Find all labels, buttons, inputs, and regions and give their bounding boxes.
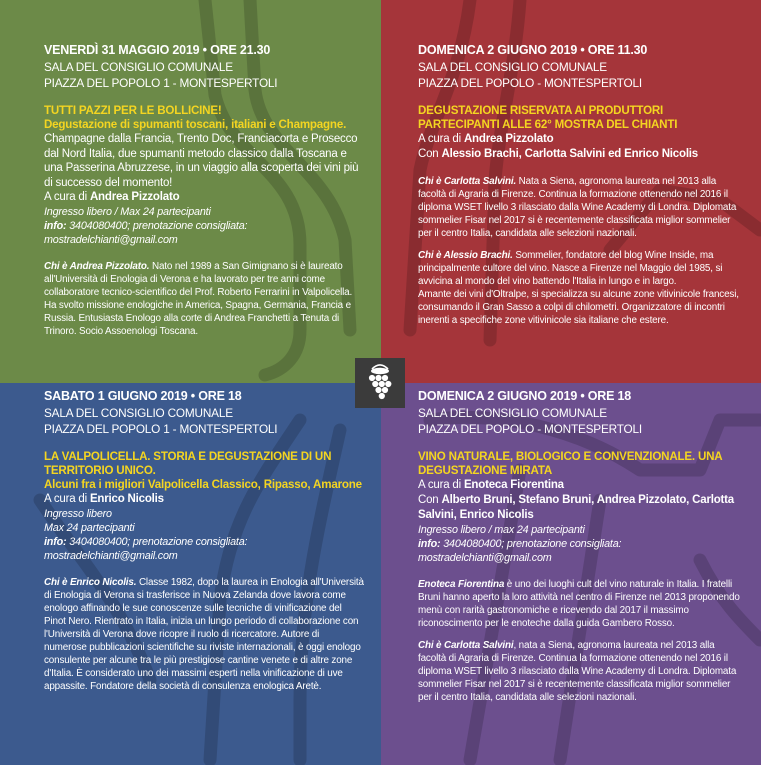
bio-text: Nato nel 1989 a San Gimignano si è laureato all'Università di Enologia di Verona e ha lavorato per tre anni come collaboratore tecnico-scientifico del Prof. Roberto Ferrarini in Valpolicella. Ha svolto missione enologiche in America, Spagna, Germania, Francia e Russia. Entusiasta Enologo alla corte di Andrea Franchetti a Tenuta di Trinoro. Socio Assoenologi Toscana. [44, 261, 353, 337]
capacity-info: Max 24 partecipanti [44, 522, 135, 534]
event-date: DOMENICA 2 GIUGNO 2019 • ORE 11.30 [418, 43, 648, 57]
info-label: info: [44, 220, 67, 232]
curator-name: Enoteca Fiorentina [463, 479, 564, 491]
event-description: Champagne dalla Francia, Trento Doc, Franciacorta e Prosecco dal Nord Italia, due spumanti metodo classico dalla Toscana e una Passerina Abruzzese, in un viaggio alla scoperta dei vini più di successo del momento! [44, 133, 359, 189]
curator-line [44, 492, 364, 507]
event-title: DEGUSTAZIONE RISERVATA AI PRODUTTORI PARTECIPANTI ALLE 62° MOSTRA DEL CHIANTI [418, 104, 678, 131]
bio-text: è uno dei luoghi cult del vino naturale in Italia. I fratelli Bruni hanno aperto la loro attività nel centro di Firenze nel 2013 proponendo menù con rarità gastronomiche e ricevendo dal 2017 il massimo riconoscimento per le enoteche dalla guida Gambero Rosso. [418, 579, 740, 629]
event-date: DOMENICA 2 GIUGNO 2019 • ORE 18 [418, 389, 632, 403]
info-label: info: [44, 536, 67, 548]
event-card-sunday-evening [418, 388, 744, 704]
event-card-friday [44, 42, 364, 338]
bio-carlotta-salvini [418, 639, 744, 704]
bio-carlotta-salvini [418, 175, 744, 240]
email-link[interactable]: mostradelchianti@gmail.com [44, 550, 178, 562]
venue-line-2: PIAZZA DEL POPOLO - MONTESPERTOLI [418, 422, 642, 436]
email-link[interactable]: mostradelchianti@gmail.com [44, 234, 178, 246]
venue-line-2: PIAZZA DEL POPOLO 1 - MONTESPERTOLI [44, 422, 278, 436]
venue-line-1: SALA DEL CONSIGLIO COMUNALE [44, 60, 233, 74]
curator-line [44, 190, 364, 205]
bio-name: Enoteca Fiorentina [418, 579, 505, 590]
event-title: TUTTI PAZZI PER LE BOLLICINE! [44, 104, 222, 117]
curator-name: Andrea Pizzolato [89, 191, 180, 203]
email-link[interactable]: mostradelchianti@gmail.com [418, 552, 552, 564]
grapes-wine-glass-icon [355, 358, 405, 408]
event-date: VENERDÌ 31 MAGGIO 2019 • ORE 21.30 [44, 43, 271, 57]
bio-enrico-nicolis [44, 576, 364, 693]
curator-prefix: A cura di [418, 133, 461, 145]
info-text: 3404080400; prenotazione consigliata: [443, 538, 622, 550]
event-title: LA VALPOLICELLA. STORIA E DEGUSTAZIONE DI UN TERRITORIO UNICO. [44, 450, 332, 477]
bio-andrea-pizzolato [44, 260, 364, 338]
event-title: VINO NATURALE, BIOLOGICO E CONVENZIONALE. UNA DEGUSTAZIONE MIRATA [418, 450, 723, 477]
with-prefix: Con [418, 494, 439, 506]
participants-line [418, 493, 744, 523]
participant-names: Alessio Brachi, Carlotta Salvini ed Enrico Nicolis [441, 148, 698, 160]
with-prefix: Con [418, 148, 439, 160]
bio-text: Sommelier, fondatore del blog Wine Inside, ma principalmente cultore del vino. Nasce a Firenze nel Maggio del 1985, si avvicina al mondo del vino battendo l'Italia in lungo e in largo. [418, 250, 723, 287]
bio-text: Classe 1982, dopo la laurea in Enologia all'Università di Enologia di Verona si trasferisce in Nuova Zelanda dove lavora come enologo affinando le sue conoscenze sulle tecniche di vinificazione del Pinot Nero. Rientrato in Italia, inizia un lungo periodo di collaborazione con l'Università di Verona dove ricopre il ruolo di ricercatore. Autore di numerose pubblicazioni scientifiche su riviste internazionali, è oggi enologo consulente per alcune tra le più prestigiose cantine venete e di altre zone d'Italia. È considerato uno dei massimi esperti nella vinificazione di uve appassite. Fondatore della società di consulenza enologica Aretè. [44, 577, 364, 692]
participant-names: Alberto Bruni, Stefano Bruni, Andrea Pizzolato, Carlotta Salvini, Enrico Nicolis [418, 494, 735, 521]
curator-prefix: A cura di [44, 493, 87, 505]
event-card-sunday-morning [418, 42, 744, 327]
curator-line [418, 132, 744, 147]
event-subtitle: Degustazione di spumanti toscani, italiani e Champagne. [44, 118, 347, 131]
entry-info: Ingresso libero / max 24 partecipanti [418, 524, 585, 536]
bio-text: , nata a Siena, agronoma laureata nel 2013 alla facoltà di Agraria di Firenze. Continua la formazione ottenendo nel 2016 il diploma WSET livello 3 rilasciato dalla Wine Academy di Londra. Diplomata sommelier Fisar nel 2017 si è recentemente classificata miglior sommelier per il centro Italia, candidata alle selezioni nazionali. [418, 640, 737, 703]
bio-enoteca-fiorentina [418, 578, 744, 630]
event-card-saturday [44, 388, 364, 693]
curator-line [418, 478, 744, 493]
contact-info [418, 537, 744, 551]
event-date: SABATO 1 GIUGNO 2019 • ORE 18 [44, 389, 242, 403]
curator-prefix: A cura di [44, 191, 87, 203]
venue-line-1: SALA DEL CONSIGLIO COMUNALE [418, 406, 607, 420]
entry-info: Ingresso libero [44, 508, 112, 520]
bio-name: Chi è Carlotta Salvini [418, 640, 514, 651]
event-subtitle: Alcuni fra i migliori Valpolicella Classico, Ripasso, Amarone [44, 478, 362, 491]
bio-name: Chi è Alessio Brachi. [418, 250, 513, 261]
venue-line-2: PIAZZA DEL POPOLO 1 - MONTESPERTOLI [44, 76, 278, 90]
bio-name: Chi è Carlotta Salvini. [418, 176, 517, 187]
info-text: 3404080400; prenotazione consigliata: [69, 220, 248, 232]
info-label: info: [418, 538, 441, 550]
bio-alessio-brachi [418, 249, 744, 288]
participants-line [418, 147, 744, 162]
info-text: 3404080400; prenotazione consigliata: [69, 536, 248, 548]
contact-info [44, 219, 364, 233]
bio-text: Nata a Siena, agronoma laureata nel 2013 alla facoltà di Agraria di Firenze. Continua la formazione ottenendo nel 2016 il diploma WSET livello 3 rilasciato dalla Wine Academy di Londra. Diplomata sommelier Fisar nel 2017 si è recentemente classificata miglior sommelier per il centro Italia, candidata alle selezioni nazionali. [418, 176, 737, 239]
bio-name: Chi è Andrea Pizzolato. [44, 261, 150, 272]
entry-info: Ingresso libero / Max 24 partecipanti [44, 206, 211, 218]
venue-line-1: SALA DEL CONSIGLIO COMUNALE [418, 60, 607, 74]
curator-prefix: A cura di [418, 479, 461, 491]
bio-alessio-brachi-continued: Amante dei vini d'Oltralpe, si specializza su alcune zone vitivinicole francesi, consumando il Gran Sasso a colpi di chilometri. Organizzatore di incontri inerenti a specifiche zone vitivinicole sia italiane che estere. [418, 289, 739, 326]
venue-line-1: SALA DEL CONSIGLIO COMUNALE [44, 406, 233, 420]
curator-name: Enrico Nicolis [89, 493, 164, 505]
curator-name: Andrea Pizzolato [463, 133, 554, 145]
bio-name: Chi è Enrico Nicolis. [44, 577, 137, 588]
venue-line-2: PIAZZA DEL POPOLO - MONTESPERTOLI [418, 76, 642, 90]
contact-info [44, 535, 364, 549]
